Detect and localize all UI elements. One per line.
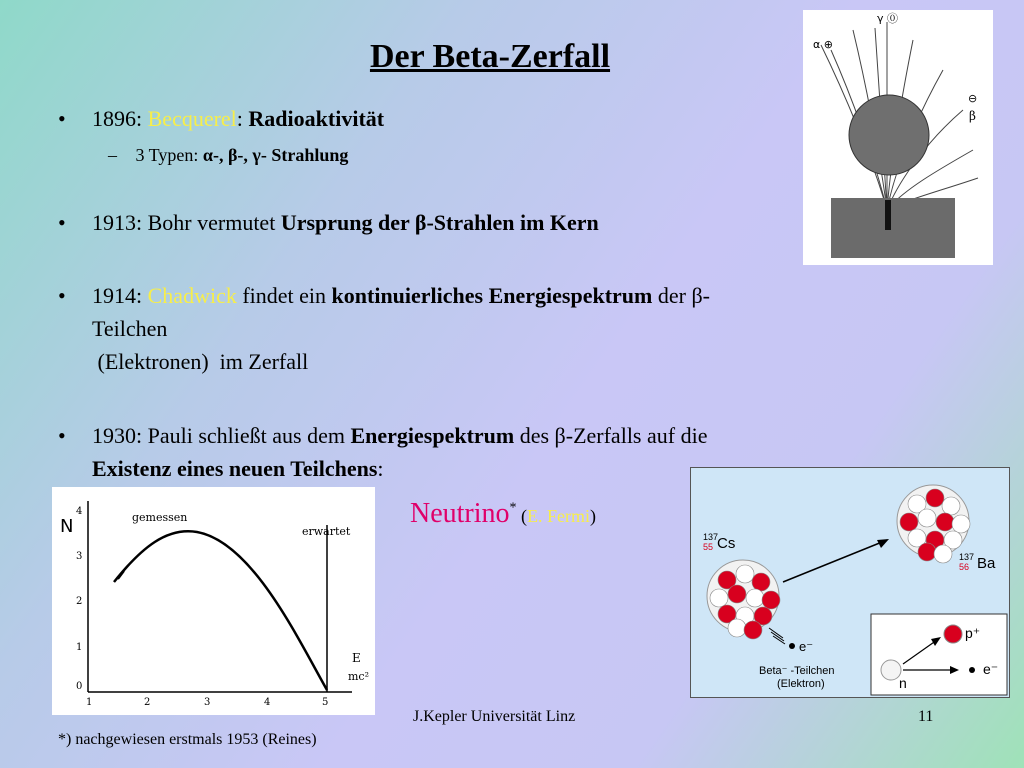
page-number: 11 (918, 708, 934, 725)
continuous-spectrum-text: kontinuierliches Energiespektrum (331, 283, 653, 308)
cs-mass: 137 (703, 532, 719, 542)
chadwick-mid: findet ein (236, 283, 332, 308)
bullet-dot: • (58, 106, 66, 131)
y-tick: 3 (76, 551, 83, 562)
neutron-ball (881, 660, 901, 680)
source-channel (885, 200, 891, 230)
beta-label: β (969, 109, 976, 123)
radiation-types: α-, β-, γ- Strahlung (202, 145, 349, 165)
bullet-year: 1914: (92, 283, 148, 308)
x-axis-denominator: mc² (348, 670, 370, 683)
cs-z: 55 (703, 542, 714, 552)
x-tick: 5 (322, 697, 329, 708)
electron-note: (Elektron) (777, 678, 825, 690)
x-tick: 1 (86, 697, 93, 708)
ba-symbol: Ba (977, 555, 996, 572)
footnote-star: * (509, 500, 517, 516)
fermi-name: E. Fermi (527, 506, 591, 526)
chadwick-after: der β- (652, 283, 710, 308)
becquerel-name: Becquerel (147, 106, 237, 131)
types-prefix: 3 Typen: (135, 145, 203, 165)
y-tick: 4 (76, 506, 83, 517)
electron-label: e⁻ (799, 639, 814, 654)
beta-sign: ⊖ (968, 92, 978, 105)
lead-block (831, 198, 955, 258)
radiation-deflection-image (803, 10, 993, 265)
decay-arrow (783, 540, 887, 582)
gamma-label: γ ⓪ (877, 12, 899, 25)
cs-symbol: Cs (717, 535, 736, 552)
beta-decay-diagram (690, 467, 1010, 698)
radiation-deflection-drawing (803, 10, 993, 265)
energy-spectrum-text: Energiespektrum (350, 423, 515, 448)
ba-mass: 137 (959, 552, 975, 562)
bullet-dot: • (58, 210, 66, 235)
chadwick-name: Chadwick (147, 283, 237, 308)
x-axis-label: E (352, 651, 361, 665)
electron-trail (769, 628, 785, 644)
neutrino-label (410, 498, 596, 530)
electron2-dot (969, 667, 975, 673)
x-tick: 2 (144, 697, 151, 708)
cs-nucleus (707, 560, 780, 639)
electron-dot (789, 643, 795, 649)
neutron-label: n (899, 675, 907, 691)
x-tick: 4 (264, 697, 271, 708)
beta-decay-drawing (691, 468, 1009, 697)
y-tick: 2 (76, 596, 83, 607)
bullet-dot: • (58, 423, 66, 448)
ba-z: 56 (959, 562, 970, 572)
new-particle-text: Existenz eines neuen Teilchens (92, 456, 378, 481)
x-tick: 3 (204, 697, 211, 708)
expected-label: erwartet (302, 525, 351, 538)
sub-bullet-types (108, 145, 348, 166)
measured-label: gemessen (132, 511, 188, 524)
bullet-year: 1896: (92, 106, 148, 131)
radioactivity-text: Radioaktivität (248, 106, 385, 131)
slide-title: Der Beta-Zerfall (369, 38, 611, 75)
sub-dash: – (108, 145, 117, 165)
y-axis-label: N (60, 516, 74, 537)
inset-box (871, 614, 1007, 695)
y-tick: 1 (76, 642, 83, 653)
beta-spectrum-plot (52, 487, 375, 715)
nucleus-sphere (849, 95, 929, 175)
electron2-label: e⁻ (983, 661, 999, 677)
particles-text: Teilchen (92, 316, 168, 341)
neutrino-word: Neutrino (410, 498, 510, 529)
colon: : (236, 106, 249, 131)
y-tick: 0 (76, 681, 83, 692)
pauli-text: 1930: Pauli schließt aus dem (92, 423, 351, 448)
pauli-after: des β-Zerfalls auf die (514, 423, 708, 448)
beta-particle-label: Beta⁻ -Teilchen (759, 665, 835, 677)
measured-curve (114, 531, 327, 690)
paren-open: ( (516, 506, 528, 526)
footnote: *) nachgewiesen erstmals 1953 (Reines) (58, 731, 317, 748)
alpha-label: α ⊕ (813, 38, 833, 51)
bohr-text: 1913: Bohr vermutet (92, 210, 281, 235)
origin-text: Ursprung der β-Strahlen im Kern (280, 210, 599, 235)
beta-spectrum-image (52, 487, 375, 715)
proton-label: p⁺ (965, 625, 981, 641)
university-footer: J.Kepler Universität Linz (413, 708, 576, 725)
bullet-dot: • (58, 283, 66, 308)
electrons-text: (Elektronen) im Zerfall (92, 349, 309, 374)
decay-arrowhead (877, 539, 889, 548)
proton-ball (944, 625, 962, 643)
colon: : (377, 456, 384, 481)
paren-close: ) (590, 506, 597, 526)
